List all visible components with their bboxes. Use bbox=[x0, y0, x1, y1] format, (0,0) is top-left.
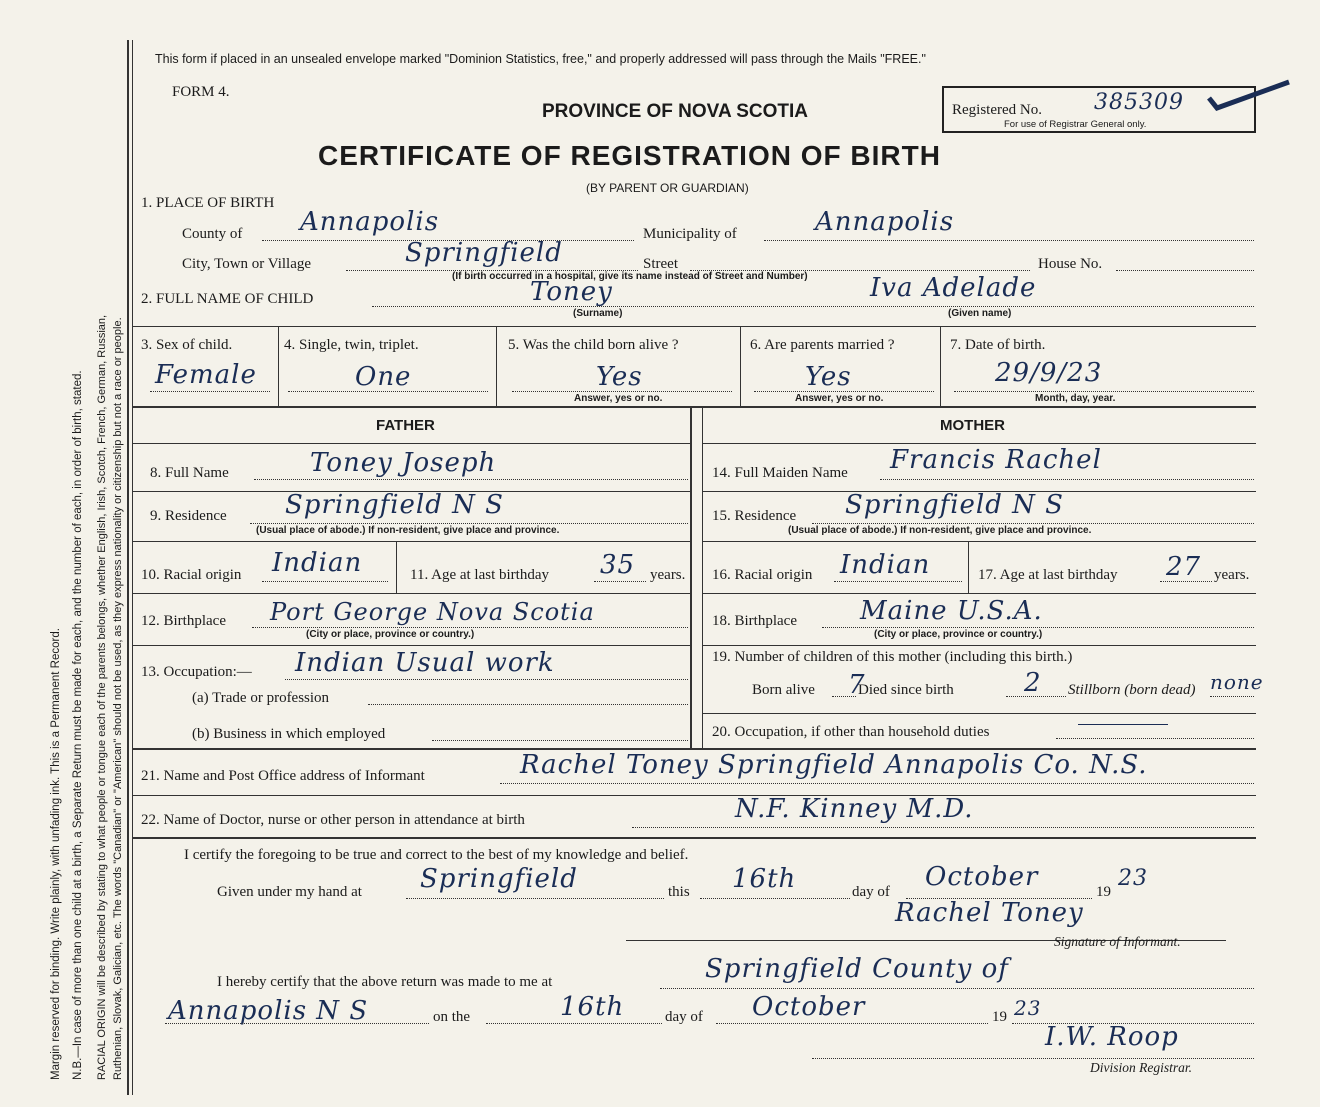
born-alive-count: 7 bbox=[848, 670, 866, 700]
city-value: Springfield bbox=[405, 238, 563, 268]
father-age-unit: years. bbox=[650, 567, 686, 583]
given-place: Springfield bbox=[420, 864, 578, 894]
racial-note-1: RACIAL ORIGIN will be described by stating to what people or tongue each of the parents belongs, whether English, Irish, Scotch, French, German, Russian, bbox=[96, 314, 108, 1080]
father-residence: Springfield N S bbox=[285, 490, 504, 520]
registrar-day: 16th bbox=[560, 992, 625, 1022]
mother-birthplace: Maine U.S.A. bbox=[860, 596, 1043, 626]
informant-signature-label: Signature of Informant. bbox=[1054, 934, 1181, 949]
sex-label: 3. Sex of child. bbox=[141, 337, 233, 353]
surname-note: (Surname) bbox=[573, 308, 623, 319]
father-birthplace: Port George Nova Scotia bbox=[270, 598, 595, 626]
stillborn-label: Stillborn (born dead) bbox=[1068, 682, 1196, 698]
given-under-label: Given under my hand at bbox=[217, 884, 362, 900]
single-twin-value: One bbox=[355, 362, 412, 392]
born-alive-value: Yes bbox=[596, 362, 643, 392]
date-of-birth-note: Month, day, year. bbox=[1035, 393, 1116, 404]
house-number-label: House No. bbox=[1038, 256, 1103, 272]
registrar-place-1: Springfield County of bbox=[705, 954, 1009, 984]
sex-value: Female bbox=[155, 360, 257, 390]
father-race: Indian bbox=[272, 548, 363, 578]
mother-birthplace-label: 18. Birthplace bbox=[712, 613, 797, 629]
doctor-value: N.F. Kinney M.D. bbox=[735, 794, 974, 824]
business-label: (b) Business in which employed bbox=[192, 726, 386, 742]
mother-occupation-label: 20. Occupation, if other than household duties bbox=[712, 724, 990, 740]
mother-heading: MOTHER bbox=[940, 417, 1005, 434]
mother-age-label: 17. Age at last birthday bbox=[978, 567, 1118, 583]
father-age-label: 11. Age at last birthday bbox=[410, 567, 549, 583]
child-given-name: Iva Adelade bbox=[870, 273, 1037, 303]
stillborn-value: none bbox=[1210, 670, 1264, 694]
given-day: 16th bbox=[732, 864, 797, 894]
given-name-note: (Given name) bbox=[948, 308, 1012, 319]
subtitle: (BY PARENT OR GUARDIAN) bbox=[586, 181, 749, 195]
mother-residence-note: (Usual place of abode.) If non-resident, give place and province. bbox=[788, 525, 1092, 536]
county-value: Annapolis bbox=[300, 207, 440, 237]
mother-residence: Springfield N S bbox=[845, 490, 1064, 520]
parents-married-value: Yes bbox=[805, 362, 852, 392]
province: PROVINCE OF NOVA SCOTIA bbox=[542, 101, 809, 122]
county-label: County of bbox=[182, 226, 243, 242]
registrar-signature-label: Division Registrar. bbox=[1090, 1060, 1193, 1075]
check-mark-icon bbox=[1205, 78, 1295, 114]
mother-residence-label: 15. Residence bbox=[712, 508, 797, 524]
born-alive-count-label: Born alive bbox=[752, 682, 815, 698]
date-of-birth-value: 29/9/23 bbox=[995, 358, 1103, 388]
registrar-place-2: Annapolis N S bbox=[168, 996, 369, 1026]
street-label: Street bbox=[643, 256, 678, 272]
child-surname: Toney bbox=[530, 277, 613, 307]
registrar-day-of-label: day of bbox=[665, 1009, 703, 1025]
margin-rule bbox=[127, 40, 129, 1095]
place-of-birth-label: 1. PLACE OF BIRTH bbox=[141, 195, 275, 211]
trade-label: (a) Trade or profession bbox=[192, 690, 330, 706]
registered-note: For use of Registrar General only. bbox=[1004, 119, 1147, 130]
father-heading: FATHER bbox=[376, 417, 435, 434]
single-twin-label: 4. Single, twin, triplet. bbox=[284, 337, 419, 353]
father-birthplace-note: (City or place, province or country.) bbox=[306, 629, 475, 640]
father-residence-note: (Usual place of abode.) If non-resident, give place and province. bbox=[256, 525, 560, 536]
child-name-label: 2. FULL NAME OF CHILD bbox=[141, 291, 314, 307]
parents-married-note: Answer, yes or no. bbox=[795, 393, 884, 404]
registrar-signature: I.W. Roop bbox=[1045, 1022, 1179, 1052]
father-age: 35 bbox=[600, 550, 636, 580]
registrar-month: October bbox=[752, 992, 866, 1022]
mother-age-unit: years. bbox=[1214, 567, 1250, 583]
registrar-statement: I hereby certify that the above return was made to me at bbox=[217, 974, 553, 990]
margin-note: Margin reserved for binding. Write plainly, with unfading ink. This is a Permanent Record. bbox=[50, 628, 62, 1080]
registrar-on-label: on the bbox=[433, 1009, 471, 1025]
informant-label: 21. Name and Post Office address of Informant bbox=[141, 768, 425, 784]
children-count-label: 19. Number of children of this mother (including this birth.) bbox=[712, 649, 1073, 665]
given-year: 23 bbox=[1118, 866, 1148, 891]
died-count: 2 bbox=[1024, 668, 1042, 698]
nb-note: N.B.—In case of more than one child at a birth, a Separate Return must be made for each, and the number of each, in order of birth, stated. bbox=[72, 370, 84, 1080]
mother-age: 27 bbox=[1166, 552, 1202, 582]
registered-label: Registered No. bbox=[952, 102, 1042, 118]
father-race-label: 10. Racial origin bbox=[141, 567, 242, 583]
mother-birthplace-note: (City or place, province or country.) bbox=[874, 629, 1043, 640]
registrar-year: 23 bbox=[1014, 996, 1042, 1020]
page-title: CERTIFICATE OF REGISTRATION OF BIRTH bbox=[318, 140, 941, 171]
informant-signature: Rachel Toney bbox=[895, 898, 1084, 928]
mother-race: Indian bbox=[840, 550, 931, 580]
mail-notice: This form if placed in an unsealed envelope marked "Dominion Statistics, free," and properly addressed will pass through the Mails "FREE." bbox=[155, 52, 926, 66]
father-occupation: Indian Usual work bbox=[295, 648, 555, 678]
city-label: City, Town or Village bbox=[182, 256, 312, 272]
mother-race-label: 16. Racial origin bbox=[712, 567, 813, 583]
parents-married-label: 6. Are parents married ? bbox=[750, 337, 895, 353]
form-number: FORM 4. bbox=[172, 84, 230, 100]
certify-statement: I certify the foregoing to be true and correct to the best of my knowledge and belief. bbox=[184, 847, 689, 863]
given-day-of-label: day of bbox=[852, 884, 890, 900]
informant-value: Rachel Toney Springfield Annapolis Co. N.S. bbox=[520, 750, 1148, 780]
born-alive-note: Answer, yes or no. bbox=[574, 393, 663, 404]
given-year-prefix: 19 bbox=[1096, 884, 1111, 900]
municipality-label: Municipality of bbox=[643, 226, 737, 242]
died-label: Died since birth bbox=[858, 682, 954, 698]
municipality-value: Annapolis bbox=[815, 207, 955, 237]
registered-number: 385309 bbox=[1094, 90, 1184, 115]
mother-name-label: 14. Full Maiden Name bbox=[712, 465, 848, 481]
registrar-year-prefix: 19 bbox=[992, 1009, 1007, 1025]
born-alive-label: 5. Was the child born alive ? bbox=[508, 337, 679, 353]
father-occupation-label: 13. Occupation:— bbox=[141, 664, 252, 680]
racial-note-2: Ruthenian, Slovak, Galician, etc. The words "Canadian" or "American" should not be used, as they express nationality or citizenship but not a race or people. bbox=[112, 317, 124, 1080]
this-label: this bbox=[668, 884, 690, 900]
doctor-label: 22. Name of Doctor, nurse or other person in attendance at birth bbox=[141, 812, 525, 828]
father-birthplace-label: 12. Birthplace bbox=[141, 613, 226, 629]
father-name: Toney Joseph bbox=[310, 448, 497, 478]
mother-occupation-dash bbox=[1078, 724, 1168, 725]
mother-name: Francis Rachel bbox=[890, 445, 1102, 475]
margin-rule-inner bbox=[132, 40, 133, 1095]
father-residence-label: 9. Residence bbox=[150, 508, 227, 524]
hospital-note: (If birth occurred in a hospital, give its name instead of Street and Number) bbox=[452, 271, 808, 282]
father-name-label: 8. Full Name bbox=[150, 465, 229, 481]
date-of-birth-label: 7. Date of birth. bbox=[950, 337, 1046, 353]
given-month: October bbox=[925, 862, 1039, 892]
